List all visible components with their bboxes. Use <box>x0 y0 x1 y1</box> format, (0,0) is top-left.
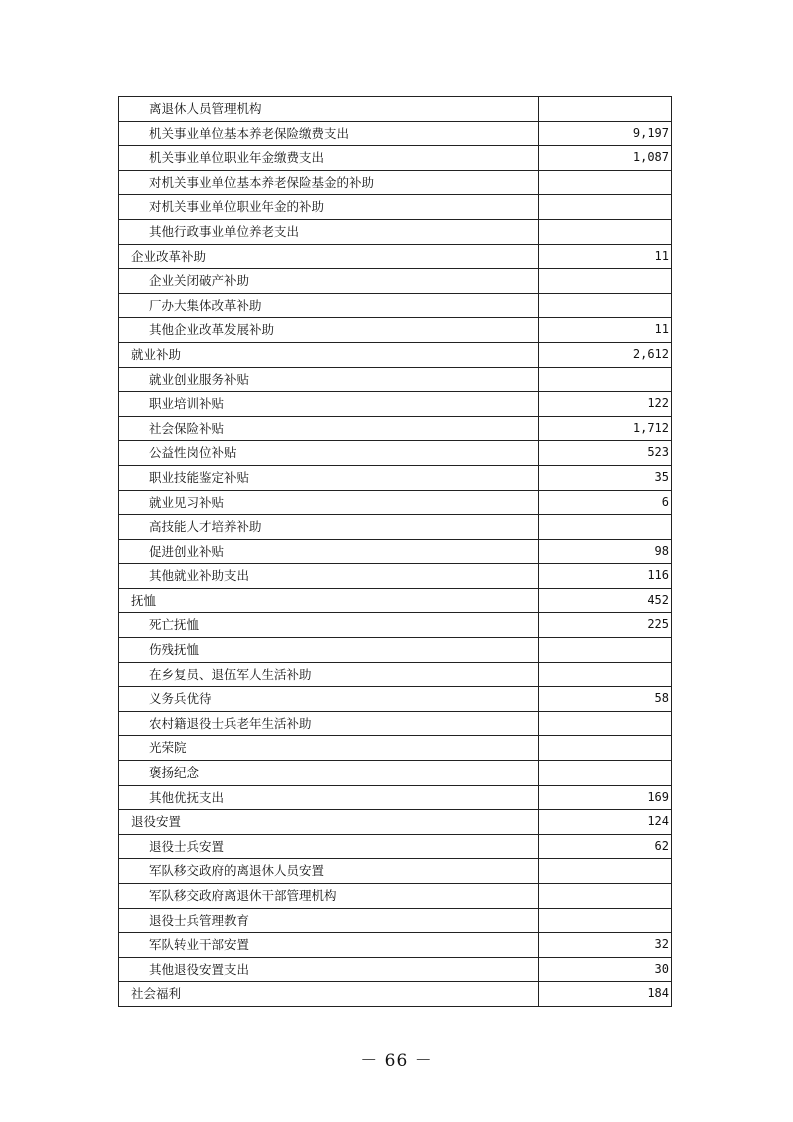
table-row <box>119 170 672 195</box>
item-name-cell: 军队移交政府的离退休人员安置 <box>119 859 539 884</box>
amount-cell <box>539 761 672 786</box>
amount-cell <box>539 711 672 736</box>
amount-cell: 11 <box>539 318 672 343</box>
item-name-cell: 其他就业补助支出 <box>119 564 539 589</box>
item-name-cell: 促进创业补贴 <box>119 539 539 564</box>
amount-cell: 9,197 <box>539 121 672 146</box>
table-row <box>119 588 672 613</box>
amount-cell <box>539 269 672 294</box>
amount-cell <box>539 195 672 220</box>
table-row <box>119 687 672 712</box>
item-name-cell: 在乡复员、退伍军人生活补助 <box>119 662 539 687</box>
amount-cell: 1,712 <box>539 416 672 441</box>
table-row <box>119 613 672 638</box>
amount-cell <box>539 859 672 884</box>
amount-cell <box>539 908 672 933</box>
item-name-cell: 农村籍退役士兵老年生活补助 <box>119 711 539 736</box>
item-name-cell: 就业创业服务补贴 <box>119 367 539 392</box>
item-name-cell: 其他退役安置支出 <box>119 957 539 982</box>
table-row <box>119 908 672 933</box>
item-name-cell: 公益性岗位补贴 <box>119 441 539 466</box>
amount-cell <box>539 219 672 244</box>
amount-cell <box>539 736 672 761</box>
table-row <box>119 957 672 982</box>
amount-cell: 452 <box>539 588 672 613</box>
amount-cell <box>539 884 672 909</box>
amount-cell: 32 <box>539 933 672 958</box>
table-row <box>119 146 672 171</box>
item-name-cell: 社会保险补贴 <box>119 416 539 441</box>
item-name-cell: 义务兵优待 <box>119 687 539 712</box>
table-row <box>119 490 672 515</box>
table-row <box>119 465 672 490</box>
item-name-cell: 退役士兵安置 <box>119 834 539 859</box>
table-row <box>119 834 672 859</box>
amount-cell: 523 <box>539 441 672 466</box>
amount-cell: 35 <box>539 465 672 490</box>
item-name-cell: 对机关事业单位职业年金的补助 <box>119 195 539 220</box>
item-name-cell: 其他优抚支出 <box>119 785 539 810</box>
item-name-cell: 职业技能鉴定补贴 <box>119 465 539 490</box>
item-name-cell: 光荣院 <box>119 736 539 761</box>
item-name-cell: 退役士兵管理教育 <box>119 908 539 933</box>
table-row <box>119 367 672 392</box>
table-row <box>119 785 672 810</box>
item-name-cell: 退役安置 <box>119 810 539 835</box>
amount-cell: 169 <box>539 785 672 810</box>
table-body <box>119 97 672 1007</box>
item-name-cell: 离退休人员管理机构 <box>119 97 539 122</box>
amount-cell: 58 <box>539 687 672 712</box>
item-name-cell: 其他行政事业单位养老支出 <box>119 219 539 244</box>
table-row <box>119 219 672 244</box>
table-row <box>119 810 672 835</box>
table-row <box>119 97 672 122</box>
item-name-cell: 军队移交政府离退休干部管理机构 <box>119 884 539 909</box>
amount-cell <box>539 97 672 122</box>
table-row <box>119 195 672 220</box>
table-row <box>119 859 672 884</box>
table-row <box>119 244 672 269</box>
table-row <box>119 711 672 736</box>
table-row <box>119 121 672 146</box>
item-name-cell: 企业改革补助 <box>119 244 539 269</box>
table-row <box>119 269 672 294</box>
table-row <box>119 318 672 343</box>
amount-cell <box>539 367 672 392</box>
item-name-cell: 企业关闭破产补助 <box>119 269 539 294</box>
amount-cell: 2,612 <box>539 342 672 367</box>
item-name-cell: 对机关事业单位基本养老保险基金的补助 <box>119 170 539 195</box>
item-name-cell: 机关事业单位职业年金缴费支出 <box>119 146 539 171</box>
amount-cell: 124 <box>539 810 672 835</box>
amount-cell: 225 <box>539 613 672 638</box>
item-name-cell: 就业见习补贴 <box>119 490 539 515</box>
amount-cell: 98 <box>539 539 672 564</box>
amount-cell: 6 <box>539 490 672 515</box>
amount-cell: 1,087 <box>539 146 672 171</box>
table-row <box>119 982 672 1007</box>
item-name-cell: 就业补助 <box>119 342 539 367</box>
amount-cell: 122 <box>539 392 672 417</box>
table-row <box>119 293 672 318</box>
item-name-cell: 死亡抚恤 <box>119 613 539 638</box>
amount-cell: 184 <box>539 982 672 1007</box>
table-row <box>119 515 672 540</box>
item-name-cell: 职业培训补贴 <box>119 392 539 417</box>
table-row <box>119 564 672 589</box>
table-row <box>119 539 672 564</box>
table-row <box>119 761 672 786</box>
item-name-cell: 其他企业改革发展补助 <box>119 318 539 343</box>
item-name-cell: 抚恤 <box>119 588 539 613</box>
table-row <box>119 638 672 663</box>
amount-cell <box>539 515 672 540</box>
table-row <box>119 416 672 441</box>
table-row <box>119 884 672 909</box>
table-row <box>119 933 672 958</box>
amount-cell <box>539 662 672 687</box>
table-row <box>119 392 672 417</box>
page-number: － 66 － <box>360 1051 433 1071</box>
amount-cell <box>539 293 672 318</box>
expenditure-table <box>118 96 672 1007</box>
item-name-cell: 伤残抚恤 <box>119 638 539 663</box>
item-name-cell: 社会福利 <box>119 982 539 1007</box>
table-row <box>119 441 672 466</box>
table-row <box>119 736 672 761</box>
amount-cell: 30 <box>539 957 672 982</box>
amount-cell: 11 <box>539 244 672 269</box>
item-name-cell: 厂办大集体改革补助 <box>119 293 539 318</box>
item-name-cell: 机关事业单位基本养老保险缴费支出 <box>119 121 539 146</box>
item-name-cell: 褒扬纪念 <box>119 761 539 786</box>
amount-cell: 116 <box>539 564 672 589</box>
table-row <box>119 342 672 367</box>
amount-cell <box>539 170 672 195</box>
amount-cell: 62 <box>539 834 672 859</box>
item-name-cell: 高技能人才培养补助 <box>119 515 539 540</box>
item-name-cell: 军队转业干部安置 <box>119 933 539 958</box>
table-row <box>119 662 672 687</box>
amount-cell <box>539 638 672 663</box>
